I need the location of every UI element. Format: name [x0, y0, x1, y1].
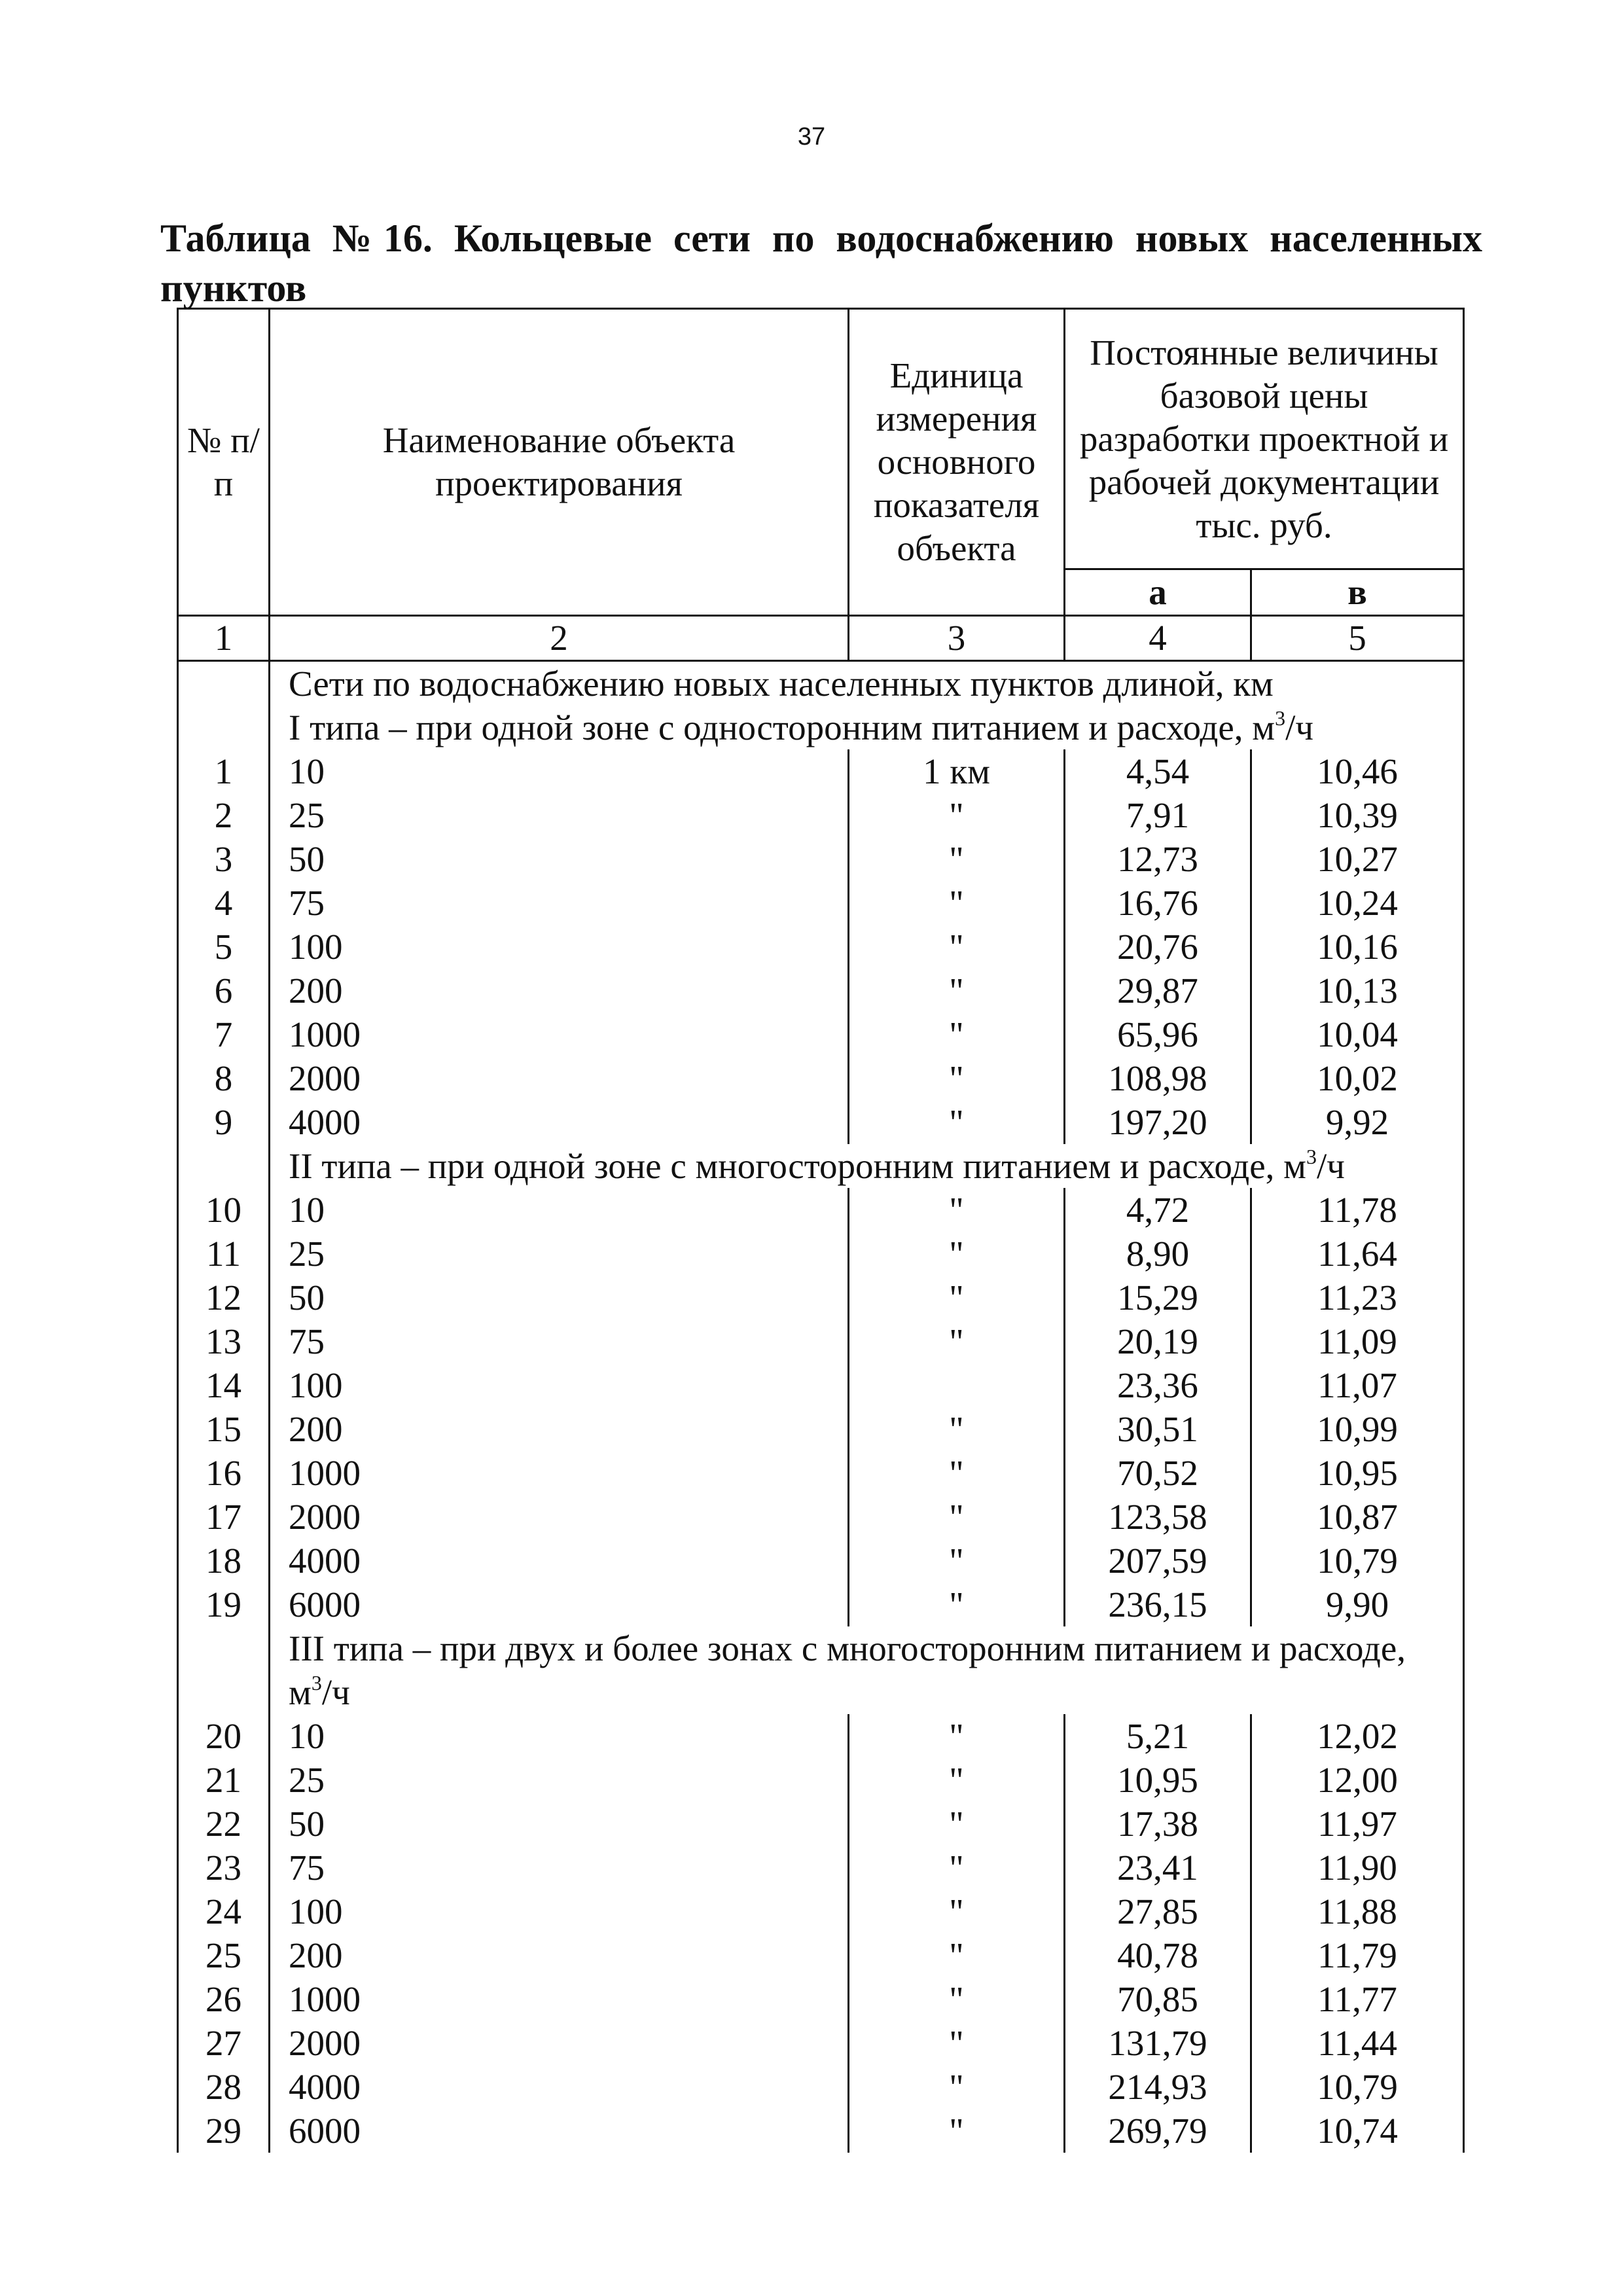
row-value-b: 10,24	[1251, 881, 1464, 925]
table-row	[178, 1188, 1464, 1232]
row-object-name: 25	[270, 1758, 849, 1802]
table-caption	[160, 213, 1482, 313]
row-value-b: 11,90	[1251, 1846, 1464, 1890]
row-number: 7	[178, 1013, 270, 1056]
row-unit	[849, 1363, 1065, 1407]
row-number: 10	[178, 1188, 270, 1232]
row-unit: "	[849, 1407, 1065, 1451]
row-value-a: 108,98	[1065, 1056, 1251, 1100]
row-number: 29	[178, 2109, 270, 2153]
row-unit: "	[849, 881, 1065, 925]
row-object-name: 200	[270, 969, 849, 1013]
row-unit: "	[849, 1890, 1065, 1933]
row-value-b: 10,74	[1251, 2109, 1464, 2153]
row-value-b: 11,88	[1251, 1890, 1464, 1933]
intro-text: Сети по водоснабжению новых населенных пунктов длиной, км	[270, 661, 1464, 706]
section-number-cell	[178, 706, 270, 749]
header-sub-b: в	[1251, 569, 1464, 616]
row-number: 25	[178, 1933, 270, 1977]
row-value-a: 197,20	[1065, 1100, 1251, 1144]
row-value-b: 10,99	[1251, 1407, 1464, 1451]
row-value-a: 10,95	[1065, 1758, 1251, 1802]
row-object-name: 100	[270, 925, 849, 969]
row-number: 3	[178, 837, 270, 881]
row-object-name: 4000	[270, 2065, 849, 2109]
row-number: 26	[178, 1977, 270, 2021]
section-row	[178, 1144, 1464, 1188]
row-unit: "	[849, 1232, 1065, 1276]
row-value-b: 10,02	[1251, 1056, 1464, 1100]
row-value-a: 40,78	[1065, 1933, 1251, 1977]
row-unit: "	[849, 925, 1065, 969]
section-title-sup: 3	[311, 1671, 322, 1695]
row-value-a: 123,58	[1065, 1495, 1251, 1539]
row-unit: 1 км	[849, 749, 1065, 793]
row-object-name: 2000	[270, 1495, 849, 1539]
row-object-name: 75	[270, 1319, 849, 1363]
row-value-a: 70,85	[1065, 1977, 1251, 2021]
row-value-a: 30,51	[1065, 1407, 1251, 1451]
row-unit: "	[849, 1802, 1065, 1846]
table-row	[178, 1363, 1464, 1407]
row-value-b: 10,16	[1251, 925, 1464, 969]
header-col-number-1: 1	[178, 616, 270, 661]
table-row	[178, 2109, 1464, 2153]
section-title	[270, 1144, 1464, 1188]
section-number-cell	[178, 1626, 270, 1714]
row-number: 5	[178, 925, 270, 969]
section-row	[178, 1626, 1464, 1714]
table-row	[178, 1451, 1464, 1495]
row-value-b: 9,90	[1251, 1583, 1464, 1626]
table-row	[178, 1846, 1464, 1890]
row-object-name: 100	[270, 1890, 849, 1933]
row-value-b: 11,97	[1251, 1802, 1464, 1846]
row-unit: "	[849, 1451, 1065, 1495]
header-unit: Единица измерения основного показателя объекта	[849, 309, 1065, 616]
row-object-name: 1000	[270, 1013, 849, 1056]
row-number: 15	[178, 1407, 270, 1451]
header-object-name: Наименование объекта проектирования	[270, 309, 849, 616]
row-value-b: 11,07	[1251, 1363, 1464, 1407]
row-unit: "	[849, 1758, 1065, 1802]
row-unit: "	[849, 969, 1065, 1013]
row-value-a: 16,76	[1065, 881, 1251, 925]
row-value-a: 214,93	[1065, 2065, 1251, 2109]
row-number: 14	[178, 1363, 270, 1407]
row-unit: "	[849, 1977, 1065, 2021]
row-number: 4	[178, 881, 270, 925]
row-unit: "	[849, 1495, 1065, 1539]
row-number: 23	[178, 1846, 270, 1890]
row-object-name: 75	[270, 881, 849, 925]
row-value-a: 23,41	[1065, 1846, 1251, 1890]
row-object-name: 50	[270, 1802, 849, 1846]
table-row	[178, 1100, 1464, 1144]
table-row	[178, 1933, 1464, 1977]
table-row	[178, 1013, 1464, 1056]
row-number: 6	[178, 969, 270, 1013]
row-value-a: 236,15	[1065, 1583, 1251, 1626]
section-title-sup: 3	[1275, 706, 1286, 730]
section-title-text: II типа – при одной зоне с многосторонним питанием и расходе, м	[289, 1146, 1306, 1186]
table-row	[178, 1232, 1464, 1276]
section-title-text: I типа – при одной зоне с односторонним питанием и расходе, м	[289, 708, 1275, 747]
row-value-a: 17,38	[1065, 1802, 1251, 1846]
row-value-a: 65,96	[1065, 1013, 1251, 1056]
row-unit: "	[849, 1846, 1065, 1890]
row-value-b: 10,04	[1251, 1013, 1464, 1056]
row-number: 9	[178, 1100, 270, 1144]
row-number: 13	[178, 1319, 270, 1363]
row-value-b: 11,09	[1251, 1319, 1464, 1363]
section-title	[270, 1626, 1464, 1714]
page-number: 37	[797, 123, 826, 151]
row-value-a: 7,91	[1065, 793, 1251, 837]
table-row	[178, 1495, 1464, 1539]
table-row	[178, 1056, 1464, 1100]
section-title-tail: /ч	[1285, 708, 1314, 747]
row-value-a: 29,87	[1065, 969, 1251, 1013]
row-value-b: 10,46	[1251, 749, 1464, 793]
row-unit: "	[849, 1319, 1065, 1363]
header-col-number-4: 4	[1065, 616, 1251, 661]
row-number: 12	[178, 1276, 270, 1319]
row-object-name: 10	[270, 749, 849, 793]
row-number: 27	[178, 2021, 270, 2065]
row-value-a: 131,79	[1065, 2021, 1251, 2065]
row-number: 16	[178, 1451, 270, 1495]
table-row	[178, 1407, 1464, 1451]
table-row	[178, 969, 1464, 1013]
row-value-b: 11,78	[1251, 1188, 1464, 1232]
row-value-a: 70,52	[1065, 1451, 1251, 1495]
row-object-name: 200	[270, 1933, 849, 1977]
row-object-name: 10	[270, 1188, 849, 1232]
section-title-sup: 3	[1306, 1145, 1317, 1168]
row-value-a: 15,29	[1065, 1276, 1251, 1319]
row-object-name: 50	[270, 1276, 849, 1319]
row-number: 22	[178, 1802, 270, 1846]
row-value-b: 10,79	[1251, 1539, 1464, 1583]
table-row	[178, 925, 1464, 969]
row-unit: "	[849, 2109, 1065, 2153]
header-number: № п/п	[178, 309, 270, 616]
table-row	[178, 1539, 1464, 1583]
row-number: 11	[178, 1232, 270, 1276]
table-row	[178, 1714, 1464, 1758]
row-value-b: 10,79	[1251, 2065, 1464, 2109]
table-row	[178, 2021, 1464, 2065]
table-row	[178, 749, 1464, 793]
row-unit: "	[849, 1188, 1065, 1232]
row-value-b: 10,27	[1251, 837, 1464, 881]
row-unit: "	[849, 2065, 1065, 2109]
row-value-a: 8,90	[1065, 1232, 1251, 1276]
table-row	[178, 1276, 1464, 1319]
row-object-name: 4000	[270, 1100, 849, 1144]
row-unit: "	[849, 1276, 1065, 1319]
row-unit: "	[849, 1056, 1065, 1100]
row-unit: "	[849, 1539, 1065, 1583]
row-value-a: 4,54	[1065, 749, 1251, 793]
caption-line-1: Таблица №16. Кольцевые сети по водоснабжению новых населенных	[160, 217, 1482, 260]
price-table	[177, 308, 1465, 2153]
header-col-number-2: 2	[270, 616, 849, 661]
row-value-a: 5,21	[1065, 1714, 1251, 1758]
row-value-b: 9,92	[1251, 1100, 1464, 1144]
row-object-name: 1000	[270, 1451, 849, 1495]
row-object-name: 2000	[270, 2021, 849, 2065]
intro-row	[178, 661, 1464, 706]
row-number: 20	[178, 1714, 270, 1758]
row-number: 24	[178, 1890, 270, 1933]
section-title	[270, 706, 1464, 749]
row-object-name: 50	[270, 837, 849, 881]
row-value-a: 23,36	[1065, 1363, 1251, 1407]
row-object-name: 10	[270, 1714, 849, 1758]
table-row	[178, 881, 1464, 925]
row-unit: "	[849, 1714, 1065, 1758]
table-row	[178, 793, 1464, 837]
row-object-name: 200	[270, 1407, 849, 1451]
row-value-b: 11,23	[1251, 1276, 1464, 1319]
row-unit: "	[849, 1013, 1065, 1056]
header-col-number-3: 3	[849, 616, 1065, 661]
row-value-a: 207,59	[1065, 1539, 1251, 1583]
table-row	[178, 837, 1464, 881]
row-object-name: 2000	[270, 1056, 849, 1100]
row-unit: "	[849, 2021, 1065, 2065]
caption-line-2: пунктов	[160, 266, 307, 310]
row-value-a: 4,72	[1065, 1188, 1251, 1232]
row-value-b: 10,87	[1251, 1495, 1464, 1539]
row-object-name: 1000	[270, 1977, 849, 2021]
row-object-name: 6000	[270, 2109, 849, 2153]
header-col-number-5: 5	[1251, 616, 1464, 661]
row-number: 17	[178, 1495, 270, 1539]
row-number: 21	[178, 1758, 270, 1802]
row-value-a: 269,79	[1065, 2109, 1251, 2153]
row-value-b: 10,95	[1251, 1451, 1464, 1495]
row-value-b: 10,13	[1251, 969, 1464, 1013]
row-number: 28	[178, 2065, 270, 2109]
row-object-name: 4000	[270, 1539, 849, 1583]
row-object-name: 100	[270, 1363, 849, 1407]
header-sub-a: а	[1065, 569, 1251, 616]
section-title-tail: /ч	[1317, 1146, 1345, 1186]
row-value-a: 12,73	[1065, 837, 1251, 881]
table-body	[178, 661, 1464, 2153]
row-value-b: 11,64	[1251, 1232, 1464, 1276]
section-number-cell	[178, 1144, 270, 1188]
row-value-a: 20,19	[1065, 1319, 1251, 1363]
table-row	[178, 1758, 1464, 1802]
row-value-a: 20,76	[1065, 925, 1251, 969]
table-row	[178, 1890, 1464, 1933]
table-row	[178, 2065, 1464, 2109]
row-number: 1	[178, 749, 270, 793]
row-value-b: 11,79	[1251, 1933, 1464, 1977]
row-unit: "	[849, 793, 1065, 837]
section-row	[178, 706, 1464, 749]
section-title-tail: /ч	[321, 1672, 350, 1712]
table-row	[178, 1977, 1464, 2021]
row-number: 8	[178, 1056, 270, 1100]
row-object-name: 75	[270, 1846, 849, 1890]
row-number: 19	[178, 1583, 270, 1626]
row-value-a: 27,85	[1065, 1890, 1251, 1933]
row-value-b: 12,00	[1251, 1758, 1464, 1802]
row-unit: "	[849, 1100, 1065, 1144]
row-object-name: 6000	[270, 1583, 849, 1626]
row-value-b: 11,44	[1251, 2021, 1464, 2065]
row-object-name: 25	[270, 793, 849, 837]
row-value-b: 10,39	[1251, 793, 1464, 837]
row-number: 2	[178, 793, 270, 837]
row-value-b: 11,77	[1251, 1977, 1464, 2021]
row-number: 18	[178, 1539, 270, 1583]
table-row	[178, 1583, 1464, 1626]
table-row	[178, 1802, 1464, 1846]
section-title-text: III типа – при двух и более зонах с многосторонним питанием и расходе, м	[289, 1628, 1406, 1712]
row-object-name: 25	[270, 1232, 849, 1276]
row-value-b: 12,02	[1251, 1714, 1464, 1758]
header-base-price: Постоянные величины базовой цены разработки проектной и рабочей документации тыс. руб.	[1065, 309, 1464, 569]
row-unit: "	[849, 1933, 1065, 1977]
table-row	[178, 1319, 1464, 1363]
row-unit: "	[849, 1583, 1065, 1626]
row-unit: "	[849, 837, 1065, 881]
